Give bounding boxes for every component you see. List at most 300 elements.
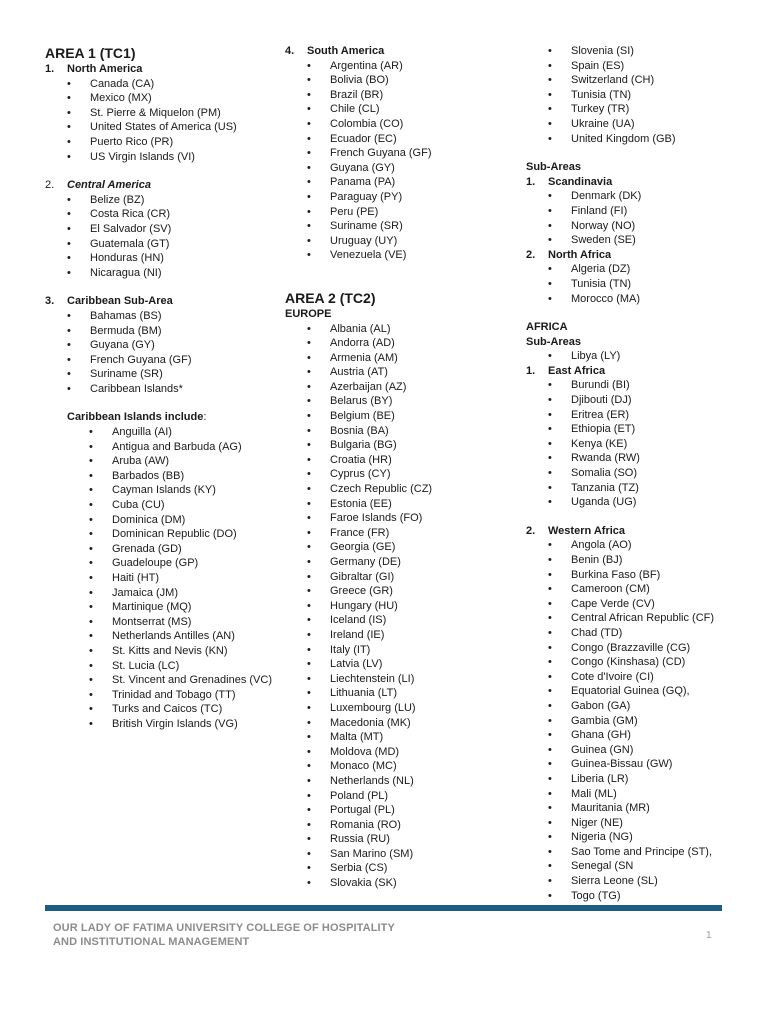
list-item-text: Tunisia (TN) <box>571 88 632 101</box>
list-item <box>526 830 756 845</box>
bullet-icon: • <box>307 818 311 831</box>
north-africa-list <box>526 262 756 306</box>
north-america-heading: 1. North America <box>45 63 143 75</box>
bullet-icon: • <box>89 499 93 512</box>
bullet-icon: • <box>548 59 552 72</box>
list-item <box>526 219 756 234</box>
list-item <box>285 599 520 614</box>
list-item <box>45 542 280 557</box>
list-item-text: Antigua and Barbuda (AG) <box>112 440 242 453</box>
list-item <box>526 757 756 772</box>
bullet-icon: • <box>548 190 552 203</box>
list-item <box>526 889 756 904</box>
bullet-icon: • <box>548 496 552 509</box>
list-item <box>526 451 756 466</box>
western-africa-list <box>526 538 756 903</box>
bullet-icon: • <box>307 643 311 656</box>
list-item-text: St. Pierre & Miquelon (PM) <box>90 106 221 119</box>
list-item-text: Guinea (GN) <box>571 743 634 756</box>
list-item <box>45 659 280 674</box>
bullet-icon: • <box>548 802 552 815</box>
bullet-icon: • <box>548 816 552 829</box>
bullet-icon: • <box>67 382 71 395</box>
bullet-icon: • <box>307 380 311 393</box>
list-item <box>285 540 520 555</box>
bullet-icon: • <box>548 219 552 232</box>
list-item-text: Bolivia (BO) <box>330 74 389 87</box>
list-item-text: Luxembourg (LU) <box>330 701 416 714</box>
list-item <box>45 367 280 382</box>
page-number: 1 <box>706 930 712 941</box>
list-item-text: Portugal (PL) <box>330 804 395 817</box>
list-item <box>45 338 280 353</box>
list-item-text: St. Vincent and Grenadines (VC) <box>112 674 272 687</box>
list-item <box>285 584 520 599</box>
list-item <box>45 629 302 644</box>
bullet-icon: • <box>548 103 552 116</box>
list-item-text: Argentina (AR) <box>330 59 403 72</box>
list-item <box>526 743 756 758</box>
list-item-text: Poland (PL) <box>330 789 389 802</box>
list-item-text: Ethiopia (ET) <box>571 423 636 436</box>
list-item-text: Martinique (MQ) <box>112 601 192 614</box>
list-item <box>285 161 520 176</box>
bullet-icon: • <box>307 672 311 685</box>
bullet-icon: • <box>307 439 311 452</box>
bullet-icon: • <box>548 626 552 639</box>
list-item <box>45 120 265 135</box>
bullet-icon: • <box>307 541 311 554</box>
list-item-text: Chad (TD) <box>571 626 623 639</box>
bullet-icon: • <box>307 147 311 160</box>
list-item-text: Turks and Caicos (TC) <box>112 703 223 716</box>
bullet-icon: • <box>89 426 93 439</box>
list-item-text: Haiti (HT) <box>112 572 160 584</box>
list-item <box>526 655 756 670</box>
bullet-icon: • <box>89 455 93 468</box>
list-item <box>526 611 756 626</box>
bullet-icon: • <box>548 467 552 480</box>
list-item <box>285 219 520 234</box>
list-item-text: Tanzania (TZ) <box>571 481 639 494</box>
list-item <box>285 234 520 249</box>
list-item <box>45 483 280 498</box>
list-item <box>526 44 756 59</box>
list-item-text: Togo (TG) <box>571 889 621 902</box>
bullet-icon: • <box>307 424 311 437</box>
bullet-icon: • <box>548 45 552 57</box>
list-item-text: Cote d'Ivoire (CI) <box>571 670 654 683</box>
bullet-icon: • <box>89 542 93 555</box>
list-item-text: Monaco (MC) <box>330 760 397 773</box>
list-item <box>526 102 756 117</box>
list-item <box>285 745 520 760</box>
list-item-text: St. Lucia (LC) <box>112 659 180 672</box>
bullet-icon: • <box>67 193 71 206</box>
bullet-icon: • <box>89 528 93 541</box>
list-item-text: Morocco (MA) <box>571 292 641 305</box>
bullet-icon: • <box>307 453 311 466</box>
list-item <box>526 466 756 481</box>
bullet-icon: • <box>307 366 311 379</box>
list-item <box>45 717 280 732</box>
bullet-icon: • <box>307 585 311 598</box>
bullet-icon: • <box>307 774 311 787</box>
list-item-text: Mauritania (MR) <box>571 802 650 815</box>
list-item-text: Eritrea (ER) <box>571 408 630 421</box>
list-item <box>526 714 756 729</box>
bullet-icon: • <box>307 410 311 423</box>
bullet-icon: • <box>307 88 311 101</box>
bullet-icon: • <box>548 641 552 654</box>
list-item-text: Cayman Islands (KY) <box>112 484 216 497</box>
list-item-text: Honduras (HN) <box>90 252 164 265</box>
list-item <box>45 382 280 397</box>
bullet-icon: • <box>307 701 311 714</box>
east-africa-heading: 1. East Africa <box>526 364 606 377</box>
bullet-icon: • <box>548 423 552 436</box>
list-item-text: Libya (LY) <box>571 350 621 363</box>
list-item <box>45 454 280 469</box>
bullet-icon: • <box>548 699 552 712</box>
bullet-icon: • <box>548 394 552 407</box>
list-item-text: Bermuda (BM) <box>90 324 162 337</box>
list-item <box>285 424 520 439</box>
list-item <box>526 393 756 408</box>
list-item-text: Canada (CA) <box>90 77 155 90</box>
south-america-list <box>285 59 520 263</box>
list-item <box>285 132 520 147</box>
list-item <box>285 438 520 453</box>
bullet-icon: • <box>307 395 311 408</box>
list-item <box>45 673 302 688</box>
list-item-text: Sweden (SE) <box>571 234 636 247</box>
list-item-text: Gambia (GM) <box>571 714 638 727</box>
list-item <box>526 277 756 292</box>
list-item-text: Liechtenstein (LI) <box>330 672 415 685</box>
list-item-text: Grenada (GD) <box>112 542 182 555</box>
list-item-text: Peru (PE) <box>330 205 379 218</box>
list-item <box>285 701 520 716</box>
list-item <box>45 513 280 528</box>
list-item-text: Iceland (IS) <box>330 614 387 627</box>
list-item <box>526 801 756 816</box>
bullet-icon: • <box>548 539 552 552</box>
list-item-text: Greece (GR) <box>330 585 393 598</box>
list-item-text: Guyana (GY) <box>90 339 155 352</box>
bullet-icon: • <box>89 615 93 628</box>
bullet-icon: • <box>548 350 552 363</box>
list-item <box>285 818 520 833</box>
list-item <box>285 394 520 409</box>
list-item-text: Chile (CL) <box>330 103 380 116</box>
list-item-text: Guatemala (GT) <box>90 237 170 250</box>
bullet-icon: • <box>548 379 552 392</box>
caribbean-heading: 3. Caribbean Sub-Area <box>45 295 173 308</box>
list-item <box>285 88 520 103</box>
bullet-icon: • <box>307 190 311 203</box>
list-item <box>285 453 520 468</box>
list-item-text: Algeria (DZ) <box>571 263 631 276</box>
list-item-text: Slovenia (SI) <box>571 45 634 57</box>
list-item <box>45 586 280 601</box>
list-item <box>526 117 756 132</box>
list-item <box>526 495 756 510</box>
bullet-icon: • <box>89 586 93 599</box>
list-item-text: Suriname (SR) <box>330 220 403 233</box>
list-item-text: Tunisia (TN) <box>571 277 632 290</box>
list-item <box>526 349 756 364</box>
list-item-text: Faroe Islands (FO) <box>330 512 423 525</box>
bullet-icon: • <box>548 787 552 800</box>
list-item-text: French Guyana (GF) <box>90 353 192 366</box>
north-africa-heading: 2. North Africa <box>526 248 612 261</box>
bullet-icon: • <box>307 847 311 860</box>
bullet-icon: • <box>548 74 552 87</box>
area2-title: AREA 2 (TC2) <box>285 289 376 306</box>
bullet-icon: • <box>548 729 552 742</box>
list-item-text: Dominican Republic (DO) <box>112 528 237 541</box>
central-america-heading: 2. Central America <box>45 179 151 192</box>
list-item <box>526 233 756 248</box>
list-item <box>526 59 756 74</box>
bullet-icon: • <box>548 583 552 596</box>
scandinavia-heading: 1. Scandinavia <box>526 175 613 188</box>
column-1 <box>45 44 280 732</box>
bullet-icon: • <box>548 263 552 276</box>
list-item-text: Angola (AO) <box>571 539 632 552</box>
bullet-icon: • <box>307 132 311 145</box>
bullet-icon: • <box>307 74 311 87</box>
footer-line-1: OUR LADY OF FATIMA UNIVERSITY COLLEGE OF HOSPITALITY <box>53 922 395 934</box>
list-item <box>285 322 520 337</box>
bullet-icon: • <box>307 658 311 671</box>
list-item-text: Croatia (HR) <box>330 453 392 466</box>
bullet-icon: • <box>548 132 552 145</box>
bullet-icon: • <box>67 135 71 148</box>
list-item <box>526 378 756 393</box>
list-item-text: Niger (NE) <box>571 816 623 829</box>
list-item <box>526 262 756 277</box>
bullet-icon: • <box>548 656 552 669</box>
list-item <box>526 597 756 612</box>
list-item <box>526 538 756 553</box>
list-item-text: Nigeria (NG) <box>571 831 633 844</box>
list-item-text: Andorra (AD) <box>330 337 395 350</box>
list-item-text: US Virgin Islands (VI) <box>90 150 195 163</box>
list-item-text: Italy (IT) <box>330 643 371 656</box>
list-item-text: Hungary (HU) <box>330 599 398 612</box>
list-item-text: Mexico (MX) <box>90 92 152 105</box>
list-item <box>285 774 520 789</box>
bullet-icon: • <box>307 103 311 116</box>
list-item-text: Slovakia (SK) <box>330 877 397 890</box>
bullet-icon: • <box>67 222 71 235</box>
list-item-text: Senegal (SN <box>571 860 634 873</box>
bullet-icon: • <box>307 877 311 890</box>
list-item-text: Anguilla (AI) <box>112 426 172 439</box>
bullet-icon: • <box>89 484 93 497</box>
list-item-text: Djibouti (DJ) <box>571 394 632 407</box>
bullet-icon: • <box>548 554 552 566</box>
list-item-text: Central African Republic (CF) <box>571 612 715 625</box>
bullet-icon: • <box>89 440 93 453</box>
bullet-icon: • <box>307 599 311 612</box>
bullet-icon: • <box>307 745 311 758</box>
list-item-text: Russia (RU) <box>330 833 390 846</box>
list-item-text: Dominica (DM) <box>112 513 186 526</box>
list-item-text: Somalia (SO) <box>571 467 638 480</box>
list-item <box>526 553 756 568</box>
bullet-icon: • <box>307 161 311 174</box>
bullet-icon: • <box>67 150 71 163</box>
list-item <box>285 876 520 891</box>
list-item-text: Benin (BJ) <box>571 554 623 566</box>
europe-list-part2 <box>526 44 756 146</box>
list-item <box>526 684 756 699</box>
list-item-text: Azerbaijan (AZ) <box>330 380 407 393</box>
list-item-text: Ukraine (UA) <box>571 117 635 130</box>
list-item <box>526 88 756 103</box>
list-item-text: Cuba (CU) <box>112 499 165 512</box>
list-item-text: Georgia (GE) <box>330 541 396 554</box>
bullet-icon: • <box>307 833 311 846</box>
bullet-icon: • <box>67 237 71 250</box>
list-item-text: Brazil (BR) <box>330 88 384 101</box>
bullet-icon: • <box>307 322 311 335</box>
bullet-icon: • <box>89 717 93 730</box>
bullet-icon: • <box>89 674 93 687</box>
list-item <box>526 204 756 219</box>
bullet-icon: • <box>67 92 71 105</box>
list-item-text: Austria (AT) <box>330 366 388 379</box>
bullet-icon: • <box>67 309 71 322</box>
list-item <box>285 146 520 161</box>
list-item-text: United States of America (US) <box>90 121 237 134</box>
list-item <box>45 207 280 222</box>
bullet-icon: • <box>307 351 311 364</box>
bullet-icon: • <box>89 601 93 614</box>
list-item <box>45 106 280 121</box>
list-item-text: Ecuador (EC) <box>330 132 397 145</box>
bullet-icon: • <box>89 659 93 672</box>
bullet-icon: • <box>307 205 311 218</box>
list-item <box>285 117 520 132</box>
footer-line-2: AND INSTITUTIONAL MANAGEMENT <box>53 936 250 948</box>
footer-institution <box>53 921 453 949</box>
bullet-icon: • <box>307 526 311 539</box>
list-item-text: El Salvador (SV) <box>90 222 172 235</box>
list-item <box>285 628 520 643</box>
list-item-text: Equatorial Guinea (GQ), <box>571 685 690 698</box>
list-item <box>45 615 280 630</box>
scandinavia-list <box>526 189 756 247</box>
list-item <box>526 422 756 437</box>
list-item-text: Costa Rica (CR) <box>90 208 171 221</box>
bullet-icon: • <box>548 772 552 785</box>
bullet-icon: • <box>89 703 93 716</box>
bullet-icon: • <box>67 368 71 381</box>
bullet-icon: • <box>548 204 552 217</box>
list-item <box>526 626 756 641</box>
list-item <box>285 365 520 380</box>
caribbean-include-heading: Caribbean Islands include: <box>67 411 207 424</box>
list-item-text: Congo (Brazzaville (CG) <box>571 641 691 654</box>
list-item-text: French Guyana (GF) <box>330 147 432 160</box>
list-item <box>285 102 520 117</box>
list-item-text: Caribbean Islands* <box>90 382 183 395</box>
bullet-icon: • <box>67 339 71 352</box>
bullet-icon: • <box>89 513 93 526</box>
bullet-icon: • <box>548 452 552 465</box>
central-america-list <box>45 193 280 281</box>
list-item <box>45 266 280 281</box>
bullet-icon: • <box>548 758 552 771</box>
list-item <box>45 309 280 324</box>
list-item <box>285 657 520 672</box>
bullet-icon: • <box>307 234 311 247</box>
list-item-text: Netherlands Antilles (AN) <box>112 630 235 643</box>
list-item <box>45 469 280 484</box>
list-item-text: Venezuela (VE) <box>330 249 407 262</box>
bullet-icon: • <box>548 714 552 727</box>
list-item-text: St. Kitts and Nevis (KN) <box>112 644 228 657</box>
list-item <box>45 644 280 659</box>
list-item <box>526 874 756 889</box>
list-item-text: Liberia (LR) <box>571 772 629 785</box>
europe-subareas-heading: Sub-Areas <box>526 161 582 174</box>
bullet-icon: • <box>548 845 552 858</box>
list-item-text: Netherlands (NL) <box>330 774 414 787</box>
list-item <box>45 527 302 542</box>
list-item-text: Ireland (IE) <box>330 628 385 641</box>
list-item <box>285 351 520 366</box>
bullet-icon: • <box>548 889 552 902</box>
list-item <box>526 670 756 685</box>
list-item-text: Gibraltar (GI) <box>330 570 395 583</box>
list-item <box>285 336 520 351</box>
list-item-text: Gabon (GA) <box>571 699 631 712</box>
list-item <box>526 132 756 147</box>
list-item-text: Moldova (MD) <box>330 745 400 758</box>
list-item <box>526 816 756 831</box>
list-item <box>45 353 280 368</box>
list-item <box>45 324 280 339</box>
list-item <box>285 73 520 88</box>
list-item <box>526 408 756 423</box>
list-item-text: Ghana (GH) <box>571 729 631 742</box>
bullet-icon: • <box>548 481 552 494</box>
list-item-text: France (FR) <box>330 526 390 539</box>
bullet-icon: • <box>307 497 311 510</box>
europe-heading: EUROPE <box>285 307 332 320</box>
list-item-text: Suriname (SR) <box>90 368 163 381</box>
list-item <box>526 481 756 496</box>
list-item <box>285 570 520 585</box>
list-item-text: Uruguay (UY) <box>330 234 398 247</box>
list-item <box>45 688 302 703</box>
bullet-icon: • <box>307 614 311 627</box>
bullet-icon: • <box>89 557 93 570</box>
list-item <box>526 641 756 656</box>
column-2 <box>285 44 520 891</box>
list-item-text: Panama (PA) <box>330 176 396 189</box>
list-item-text: Germany (DE) <box>330 556 401 568</box>
list-item-text: Montserrat (MS) <box>112 615 192 628</box>
bullet-icon: • <box>89 572 93 584</box>
bullet-icon: • <box>307 862 311 875</box>
bullet-icon: • <box>548 88 552 101</box>
